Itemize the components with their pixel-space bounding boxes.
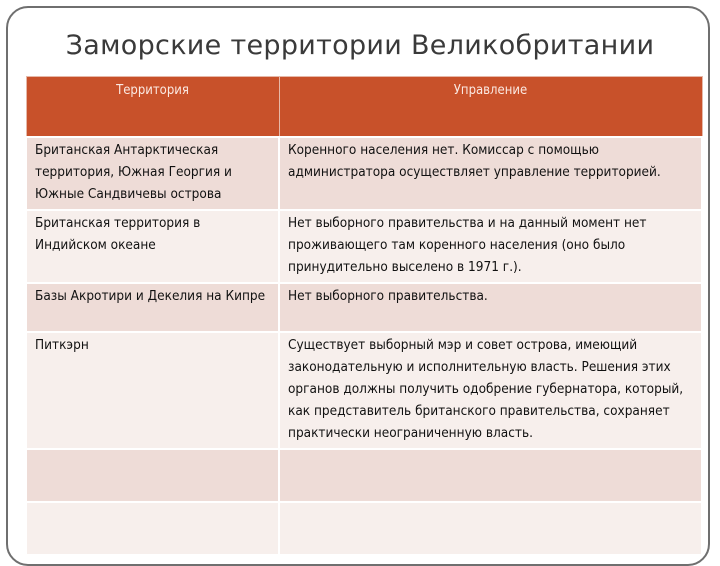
governance-cell: Существует выборный мэр и совет острова, имеющий законодательную и исполнительную власть. Решения этих органов должны получить одобрение губернатора, который, как представитель британского правительства, сохраняет практически неограниченную власть. (279, 332, 702, 449)
table-row (26, 283, 702, 332)
table-row (26, 332, 702, 449)
header-territory: Территория (26, 77, 279, 138)
governance-cell (279, 502, 702, 555)
header-governance: Управление (279, 77, 702, 138)
table-row-empty (26, 449, 702, 502)
governance-cell (279, 449, 702, 502)
territory-cell: Британская территория в Индийском океане (26, 210, 279, 283)
territory-cell: Питкэрн (26, 332, 279, 449)
table-row (26, 210, 702, 283)
table-row (26, 137, 702, 210)
governance-cell: Коренного населения нет. Комиссар с помощью администратора осуществляет управление территорией. (279, 137, 702, 210)
territory-cell (26, 449, 279, 502)
table-header-row (26, 77, 702, 138)
governance-cell: Нет выборного правительства и на данный момент нет проживающего там коренного населения (оно было принудительно выселено в 1971 г.). (279, 210, 702, 283)
territory-cell (26, 502, 279, 555)
territory-cell: Базы Акротири и Декелия на Кипре (26, 283, 279, 332)
territories-table (25, 76, 701, 556)
slide-title: Заморские территории Великобритании (65, 30, 655, 61)
governance-cell: Нет выборного правительства. (279, 283, 702, 332)
table-row-empty (26, 502, 702, 555)
territory-cell: Британская Антарктическая территория, Южная Георгия и Южные Сандвичевы острова (26, 137, 279, 210)
